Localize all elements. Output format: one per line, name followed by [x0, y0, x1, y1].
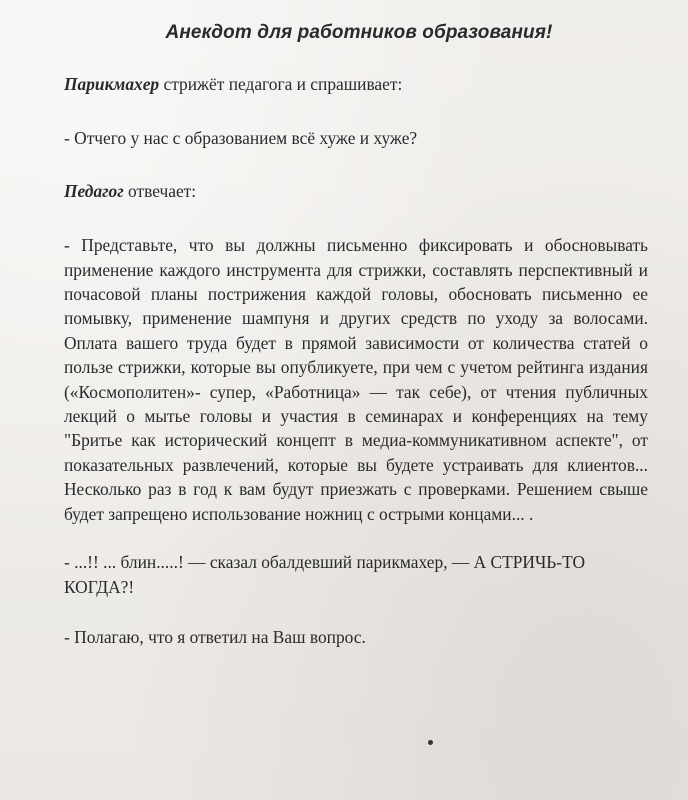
barber-exclaim-paragraph: - ...!! ... блин.....! — сказал обалдевший парикмахер, — А СТРИЧЬ-ТО КОГДА?! — [64, 552, 586, 597]
reply-intro-text: отвечает: — [128, 180, 197, 201]
document-title: Анекдот для работников образования! — [165, 22, 553, 43]
reply-intro-line — [64, 179, 648, 203]
intro-line — [64, 72, 648, 96]
ink-dot — [428, 740, 433, 745]
final-line: - Полагаю, что я ответил на Ваш вопрос. — [64, 626, 366, 647]
teacher-reply-paragraph: - Представьте, что вы должны письменно фиксировать и обосновывать применение каждого инструмента для стрижки, составлять перспективный и почасовой планы пострижения каждой головы, обосновать письменно ее помывку, применение шампуня и других средств по уходу за волосами. Оплата вашего труда будет в прямой зависимости от количества статей о пользе стрижки, которые вы опубликуете, при чем с учетом рейтинга издания («Космополитен»- супер, «Работница» — так себе), от чтения публичных лекций о мытье головы и участия в семинарах и конференциях на тему "Бритье как исторический концепт в медиа-коммуникативном аспекте", от показательных развлечений, которые вы будете устраивать для клиентов... Несколько раз в год к вам будут приезжать с проверками. Решением свыше будет запрещено использование ножниц с острыми концами... . — [64, 235, 648, 524]
speaker-teacher: Педагог — [64, 180, 124, 201]
question-line: - Отчего у нас с образованием всё хуже и хуже? — [64, 128, 418, 149]
speaker-barber: Парикмахер — [64, 74, 160, 94]
intro-text: стрижёт педагога и спрашивает: — [163, 74, 403, 94]
